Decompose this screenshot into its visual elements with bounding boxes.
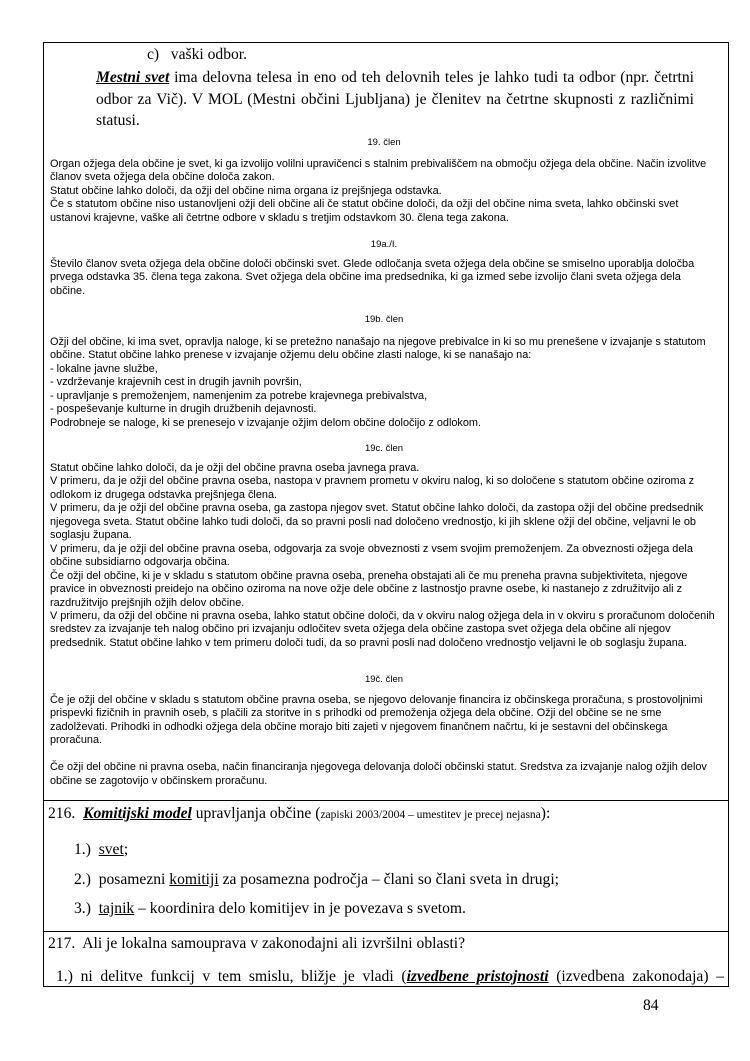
mestni-svet-term: Mestni svet — [96, 69, 170, 86]
item-number: 1.) — [74, 841, 91, 858]
article-paragraph: - pospeševanje kulturne in drugih družbenih dejavnosti. — [50, 403, 317, 416]
item-text: ; — [123, 841, 129, 858]
article-paragraph: Če je ožji del občine v skladu s statutom občine pravna oseba, se njegovo delovanje financira iz občinskega proračuna, s prostovoljnimi prispevki fizičnih in pravnih oseb, s plačili za storitve in s prihodki od premoženja ožjega dela občine. Ožji del občine se ne sme zadolževati. Prihodki in odhodki ožjega dela občine morajo biti zajeti v njegovem finančnem načrtu, ki je sestavni del občinskega proračuna. — [50, 694, 703, 747]
question-text: upravljanja občine ( — [191, 805, 321, 822]
page-number: 84 — [643, 997, 659, 1014]
article-paragraph: - upravljanje s premoženjem, namenjenim za potrebe krajevnega prebivalstva, — [50, 389, 428, 402]
question-text: Ali je lokalna samouprava v zakonodajni ali izvršilni oblasti? — [82, 935, 466, 952]
article-heading: 19c. člen — [364, 443, 404, 454]
question-close: ): — [540, 805, 551, 822]
question-number: 216. — [48, 805, 76, 822]
article-paragraph: V primeru, da ožji del občine ni pravna oseba, lahko statut občine določi, da v okviru nalog ožjega dela in v okviru s proračunom določenih sredstev za izvajanje teh nalog občino pri izvajanju odločitev sveta ožjega dela občine zastopa svet ožjega dela občine ali njegov predsednik. Statut občine lahko v tem primeru določi tudi, da so pravni posli nad določeno vrednostjo veljavni le ob soglasju župana. — [50, 609, 715, 649]
question-number: 217. — [48, 935, 76, 952]
question-216 — [48, 803, 550, 827]
item-text: (izvedbena zakonodaja) – — [548, 968, 724, 985]
row-divider — [43, 800, 729, 801]
article-heading: 19b. člen — [364, 314, 404, 325]
list-item-svet — [74, 839, 128, 861]
term-svet: svet — [98, 841, 124, 858]
article-paragraph — [50, 748, 718, 761]
item-number: 2.) — [74, 871, 91, 888]
article-heading: 19č. člen — [364, 674, 404, 685]
article-paragraph: Organ ožjega dela občine je svet, ki ga izvolijo volilni upravičenci s stalnim prebivališčem na območju ožjega dela občine. Način izvolitve članov sveta ožjega dela občine določa zakon. — [50, 158, 707, 184]
article-paragraph: Če ožji del občine, ki je v skladu s statutom občine pravna oseba, preneha obstajati ali če mu preneha pravna subjektiviteta, njegove pravice in obveznosti preidejo na občino oziroma na nove ožje dele občine z lastnostjo pravne osebe, ki nastanejo z združitvijo ali z razdružitvijo prejšnjih ožjih delov občine. — [50, 569, 688, 609]
article-heading: 19a./I. — [370, 239, 398, 250]
term-izvedbene-pristojnosti: izvedbene pristojnosti — [406, 968, 549, 985]
article-paragraph: - lokalne javne službe, — [50, 362, 158, 375]
mestni-svet-paragraph — [96, 67, 694, 132]
article-paragraph: Podrobneje se naloge, ki se prenesejo v izvajanje ožjim delom občine določijo z odlokom. — [50, 416, 482, 429]
article-paragraph: Če s statutom občine niso ustanovljeni ožji deli občine ali če statut občine določi, da ožji del občine nima sveta, lahko občinski svet ustanovi krajevne, vaške ali četrtne odbore v skladu s tretjim odstavkom 30. člena tega zakona. — [50, 198, 679, 224]
item-number: 3.) — [74, 900, 91, 917]
article-body — [50, 462, 718, 650]
question-note: zapiski 2003/2004 – umestitev je precej nejasna — [320, 809, 541, 821]
term-komitiji: komitiji — [169, 871, 219, 888]
article-paragraph: - vzdrževanje krajevnih cest in drugih javnih površin, — [50, 376, 302, 389]
list-item-tajnik — [74, 898, 466, 920]
mestni-svet-text: ima delovna telesa in eno od teh delovnih teles je lahko tudi ta odbor (npr. četrtni odbor za Vič). V MOL (Mestni občini Ljubljana) je členitev na četrtne skupnosti z različnimi statusi. — [96, 69, 694, 129]
answer-217-item-1 — [56, 966, 724, 988]
article-paragraph: V primeru, da je ožji del občine pravna oseba, ga zastopa njegov svet. Statut občine lahko določi, da zastopa ožji del občine predsednik njegovega sveta. Statut občine lahko tudi določi, da so pravni posli nad določeno vrednostjo, ki jih sklene ožji del občine, veljavni le ob soglasju župana. — [50, 502, 704, 542]
article-paragraph: Statut občine lahko določi, da je ožji del občine pravna oseba javnega prava. — [50, 462, 420, 474]
item-text: posamezni — [98, 871, 170, 888]
item-text: za posamezna področja – člani so člani sveta in drugi; — [218, 871, 560, 888]
question-217 — [48, 933, 465, 955]
item-text: ni delitve funkcij v tem smislu, bližje je vladi ( — [80, 968, 407, 985]
item-number: 1.) — [56, 968, 73, 985]
list-item-c: c) vaški odbor. — [147, 46, 248, 63]
article-body — [50, 158, 718, 225]
article-paragraph: Statut občine lahko določi, da ožji del občine nima organa iz prejšnjega odstavka. — [50, 184, 442, 197]
article-body — [50, 336, 718, 430]
article-paragraph: V primeru, da je ožji del občine pravna oseba, odgovarja za svoje obveznosti z vsem svojim premoženjem. Za obveznosti ožjega dela občine subsidiarno odgovarja občina. — [50, 542, 693, 569]
article-body — [50, 258, 718, 298]
term-tajnik: tajnik — [98, 900, 135, 917]
row-divider — [43, 931, 729, 932]
article-body — [50, 694, 718, 788]
list-item-komitiji — [74, 869, 559, 891]
article-paragraph: Če ožji del občine ni pravna oseba, način financiranja njegovega delovanja določi občinski statut. Sredstva za izvajanje nalog ožjih delov občine se zagotovijo v občinskem proračunu. — [50, 761, 707, 787]
article-paragraph: Število članov sveta ožjega dela občine določi občinski svet. Glede odločanja sveta ožjega dela občine se smiselno uporablja določba prvega odstavka 35. člena tega zakona. Svet ožjega dela občine ima predsednika, ki ga izmed sebe izvolijo člani sveta ožjega dela občine. — [50, 258, 695, 297]
article-heading: 19. člen — [367, 137, 401, 148]
item-text: – koordinira delo komitijev in je povezava s svetom. — [134, 900, 466, 917]
article-paragraph: Ožji del občine, ki ima svet, opravlja naloge, ki se pretežno nanašajo na njegove prebivalce in ki so mu prenešene v izvajanje s statutom občine. Statut občine lahko prenese v izvajanje ožjemu delu občine zlasti naloge, ki se nanašajo na: — [50, 336, 706, 362]
article-paragraph: V primeru, da je ožji del občine pravna oseba, nastopa v pravnem prometu v okviru nalog, ki so določene s statutom občine oziroma z odlokom iz drugega odstavka prejšnjega člena. — [50, 475, 695, 501]
term-komitijski-model: Komitijski model — [83, 805, 192, 822]
